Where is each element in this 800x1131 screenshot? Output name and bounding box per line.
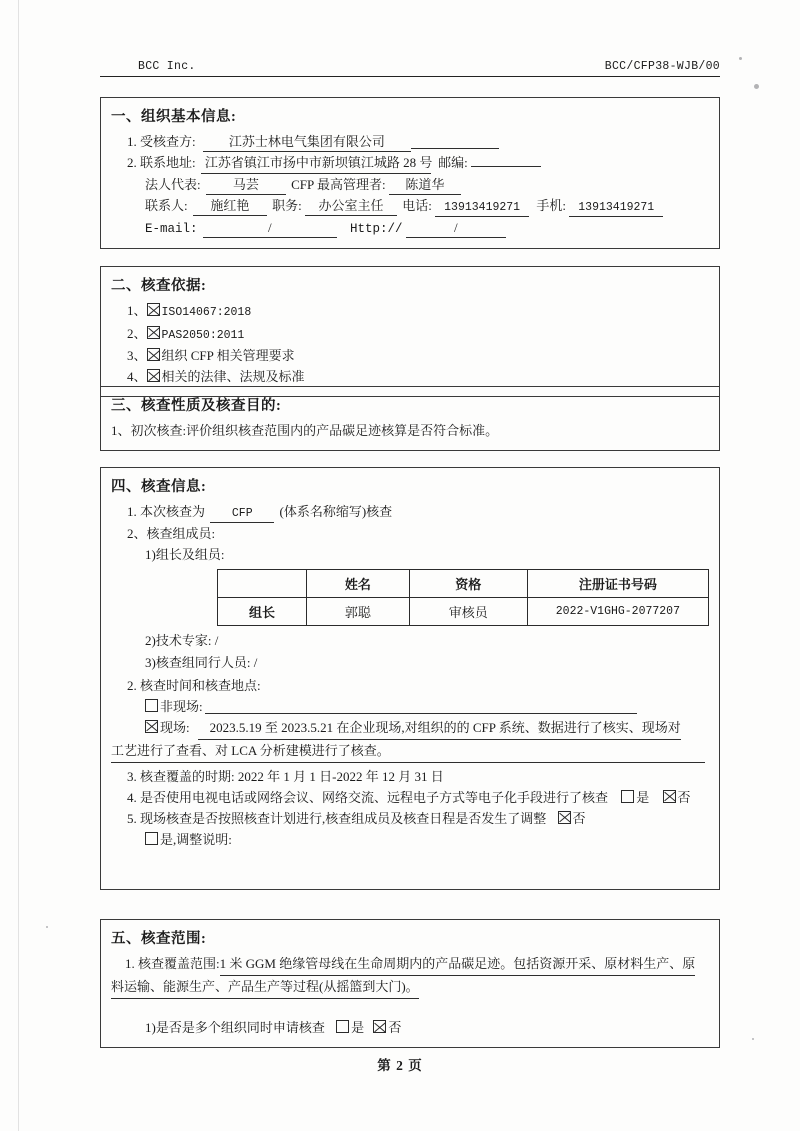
basis-text: PAS2050:2011	[161, 328, 245, 342]
purpose-item: 1、初次核查:评价组织核查范围内的产品碳足迹核算是否符合标准。	[111, 423, 499, 438]
legal-rep-value[interactable]: 马芸	[206, 177, 286, 195]
cell-certificate-number: 2022-V1GHG-2077207	[527, 598, 708, 626]
checkbox-unchecked-icon[interactable]	[145, 699, 158, 712]
column-role	[218, 570, 307, 598]
checkbox-unchecked-icon[interactable]	[145, 832, 158, 845]
electronic-means-label: 4. 是否使用电视电话或网络会议、网络交流、远程电子方式等电子化手段进行了核查	[127, 789, 609, 805]
table-row	[218, 598, 709, 626]
table-header-row	[218, 570, 709, 598]
onsite-row-cont	[111, 740, 709, 763]
header-company: BCC Inc.	[138, 60, 196, 73]
basis-item	[111, 323, 709, 346]
team-members-table	[217, 569, 709, 626]
email-value[interactable]: /	[203, 220, 337, 238]
checkbox-checked-icon[interactable]	[663, 790, 676, 803]
basis-text: ISO14067:2018	[161, 306, 252, 319]
job-title-value[interactable]: 办公室主任	[305, 198, 397, 216]
basis-number: 3、	[127, 348, 147, 364]
onsite-value-line2[interactable]: 工艺进行了查看、对 LCA 分析建模进行了核查。	[111, 740, 705, 763]
audited-party-label: 1. 受核查方:	[127, 134, 196, 149]
offsite-row	[111, 696, 709, 717]
checkbox-checked-icon[interactable]	[558, 811, 571, 824]
telephone-label: 电话:	[402, 197, 432, 213]
section-verification-basis	[100, 266, 720, 397]
checkbox-unchecked-icon[interactable]	[336, 1020, 349, 1033]
verification-type-label: 1. 本次核查为	[127, 504, 206, 519]
time-location-label: 2. 核查时间和核查地点:	[127, 677, 261, 693]
scope-value-line2[interactable]: 料运输、能源生产、产品生产等过程(从摇篮到大门)。	[111, 976, 419, 999]
paper-edge-line	[18, 0, 19, 1131]
coverage-period-row: 3. 核查覆盖的时期: 2022 年 1 月 1 日-2022 年 12 月 31 日	[127, 768, 444, 784]
column-name: 姓名	[307, 570, 410, 598]
adjustment-note-row	[111, 829, 709, 850]
mobile-label: 手机:	[536, 197, 566, 213]
checkbox-checked-icon[interactable]	[145, 720, 158, 733]
electronic-means-no: 否	[677, 789, 691, 805]
address-row	[111, 152, 709, 173]
verification-type-value[interactable]: CFP	[210, 507, 274, 523]
contact-person-label: 联系人:	[145, 197, 188, 213]
scope-value-line1[interactable]: 1 米 GGM 绝缘管母线在生命周期内的产品碳足迹。包括资源开采、原材料生产、原	[220, 953, 696, 976]
plan-adjustment-label: 5. 现场核查是否按照核查计划进行,核查组成员及核查日程是否发生了调整	[127, 810, 547, 826]
checkbox-checked-icon[interactable]	[147, 303, 160, 316]
postcode-value[interactable]	[471, 165, 541, 167]
section5-title: 五、核查范围:	[111, 931, 207, 947]
scan-speck	[46, 926, 48, 928]
website-value[interactable]: /	[406, 220, 506, 238]
section4-title: 四、核查信息:	[111, 479, 207, 495]
mobile-value[interactable]: 13913419271	[569, 201, 663, 217]
email-row	[111, 217, 709, 239]
column-certificate-number: 注册证书号码	[527, 570, 708, 598]
cell-role: 组长	[218, 598, 307, 626]
multi-org-row	[111, 1017, 709, 1038]
section-verification-info	[100, 467, 720, 890]
scope-row-cont	[111, 976, 709, 999]
basis-text: 相关的法律、法规及标准	[161, 369, 305, 385]
section3-title: 三、核查性质及核查目的:	[111, 398, 282, 414]
verification-type-suffix: (体系名称缩写)核查	[279, 504, 393, 519]
legal-rep-label: 法人代表:	[145, 176, 201, 192]
section-verification-scope	[100, 919, 720, 1048]
contact-person-row	[111, 195, 709, 217]
basis-text: 组织 CFP 相关管理要求	[161, 348, 295, 364]
basis-item	[111, 300, 709, 323]
section-verification-purpose	[100, 386, 720, 451]
basis-item	[111, 366, 709, 387]
offsite-label: 非现场:	[160, 698, 203, 714]
scan-speck	[752, 1038, 754, 1040]
plan-adjustment-row	[111, 808, 709, 829]
column-qualification: 资格	[409, 570, 527, 598]
section1-title: 一、组织基本信息:	[111, 109, 237, 125]
scope-label: 1. 核查覆盖范围:	[125, 956, 220, 971]
contact-person-value[interactable]: 施红艳	[193, 198, 267, 216]
multi-org-label: 1)是否是多个组织同时申请核查	[145, 1020, 325, 1036]
technical-expert-row: 2)技术专家: /	[145, 633, 219, 649]
electronic-means-row	[111, 787, 709, 808]
document-header	[100, 60, 720, 77]
cell-name: 郭聪	[307, 598, 410, 626]
scan-speck	[739, 57, 742, 60]
verification-type-row	[111, 501, 709, 523]
accompanying-personnel-row: 3)核查组同行人员: /	[145, 654, 258, 670]
offsite-value-rule[interactable]	[205, 699, 637, 714]
multi-org-yes: 是	[351, 1020, 365, 1036]
job-title-label: 职务:	[272, 197, 302, 213]
address-value[interactable]: 江苏省镇江市扬中市新坝镇江城路 28 号	[201, 155, 431, 173]
adjustment-note-label: 是,调整说明:	[160, 831, 232, 847]
basis-number: 1、	[127, 303, 147, 318]
address-label: 2. 联系地址:	[127, 155, 196, 171]
cfp-manager-value[interactable]: 陈道华	[389, 177, 461, 195]
plan-adjustment-no: 否	[572, 810, 586, 826]
telephone-value[interactable]: 13913419271	[435, 201, 529, 217]
checkbox-unchecked-icon[interactable]	[621, 790, 634, 803]
scan-speck	[754, 84, 759, 89]
onsite-value-line1[interactable]: 2023.5.19 至 2023.5.21 在企业现场,对组织的的 CFP 系统、数据进行了核实、现场对	[198, 717, 681, 740]
checkbox-checked-icon[interactable]	[373, 1020, 386, 1033]
onsite-row	[111, 717, 709, 740]
multi-org-no: 否	[388, 1020, 402, 1036]
onsite-label: 现场:	[160, 719, 190, 735]
checkbox-checked-icon[interactable]	[147, 369, 160, 382]
scope-row	[111, 953, 709, 976]
team-members-label: 2、核查组成员:	[127, 526, 216, 542]
cell-qualification: 审核员	[409, 598, 527, 626]
page-number: 第 2 页	[377, 1058, 423, 1073]
http-label: Http://	[350, 222, 403, 237]
postcode-label: 邮编:	[438, 155, 468, 171]
team-leader-label: 1)组长及组员:	[145, 547, 225, 563]
cfp-manager-label: CFP 最高管理者:	[291, 176, 386, 192]
audited-party-row	[111, 131, 709, 152]
checkbox-checked-icon[interactable]	[147, 348, 160, 361]
basis-number: 4、	[127, 369, 147, 385]
section-organization-info	[100, 97, 720, 249]
electronic-means-yes: 是	[636, 789, 650, 805]
legal-rep-row	[111, 174, 709, 195]
section2-title: 二、核查依据:	[111, 278, 207, 294]
audited-party-rule	[411, 134, 499, 149]
header-doc-code: BCC/CFP38-WJB/00	[604, 60, 720, 73]
basis-item	[111, 345, 709, 366]
checkbox-checked-icon[interactable]	[147, 326, 160, 339]
email-label: E-mail:	[145, 222, 198, 237]
basis-number: 2、	[127, 325, 147, 341]
audited-party-value[interactable]: 江苏士林电气集团有限公司	[203, 134, 411, 152]
